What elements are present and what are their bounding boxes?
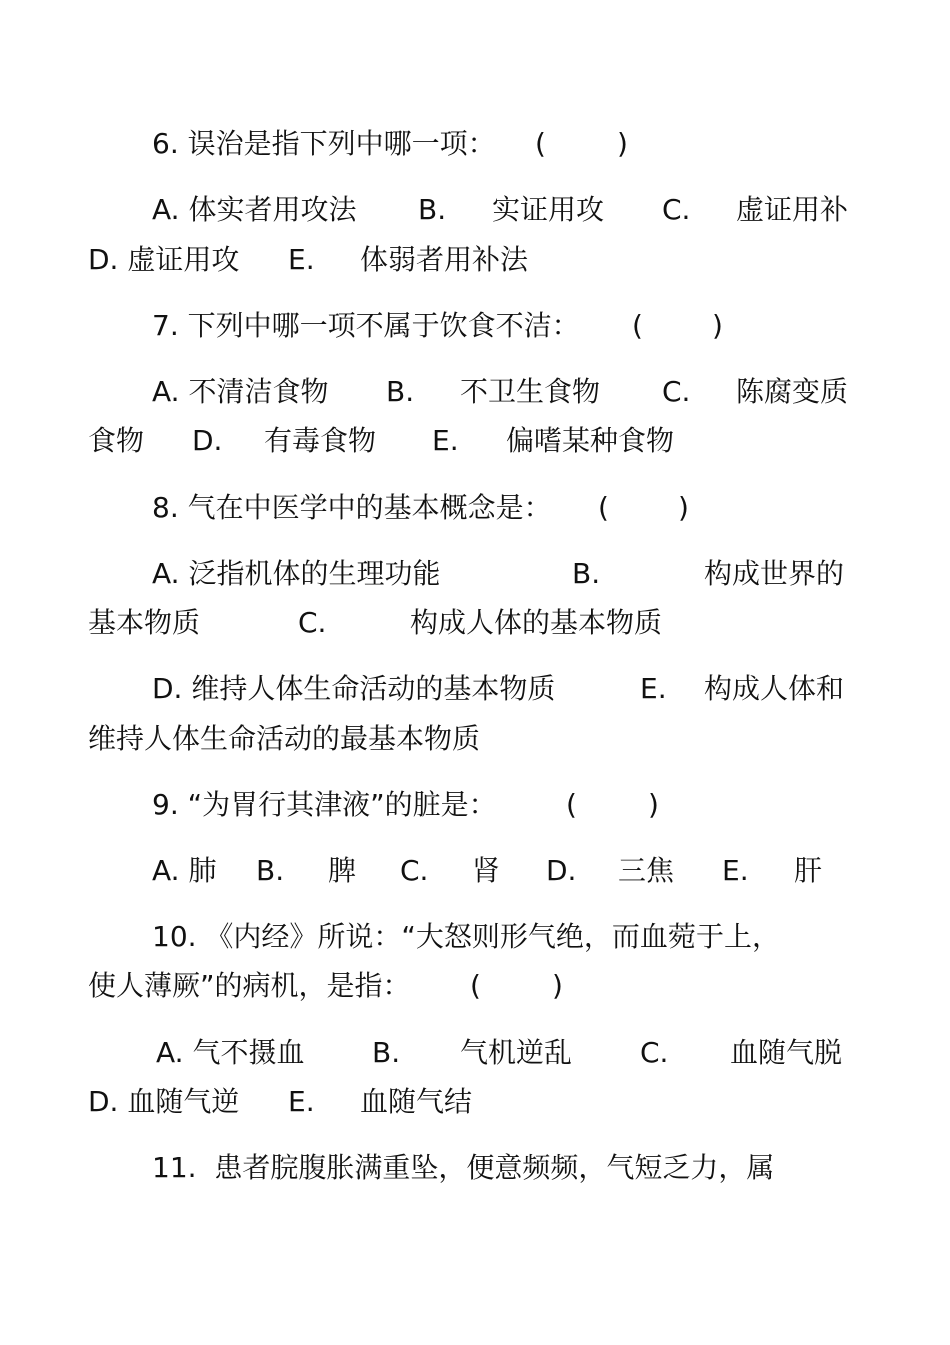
answer-bracket-open: ( xyxy=(598,491,609,524)
answer-bracket-open: ( xyxy=(470,969,481,1002)
option-e-letter: E. xyxy=(432,424,459,457)
option-d: D. 血随气逆 xyxy=(88,1085,240,1118)
question-text: 10. 《内经》所说：“大怒则形气绝，而血菀于上， xyxy=(152,920,780,953)
question-10-options-line-2 xyxy=(0,1082,950,1122)
option-d-letter: D. xyxy=(192,424,223,457)
option-b-text: 气机逆乱 xyxy=(460,1036,573,1069)
option-a: A. 气不摄血 xyxy=(156,1036,305,1069)
answer-bracket-close: ) xyxy=(678,491,689,524)
option-c-text: 血随气脱 xyxy=(730,1036,843,1069)
answer-bracket-close: ) xyxy=(648,788,659,821)
option-b-text: 不卫生食物 xyxy=(460,375,601,408)
question-7-options-line-1 xyxy=(0,372,950,412)
question-8-options-line-1 xyxy=(0,554,950,594)
answer-bracket-close: ) xyxy=(617,127,628,160)
answer-bracket-open: ( xyxy=(632,309,643,342)
option-e-letter: E. xyxy=(722,854,749,887)
question-8-options-line-3 xyxy=(0,669,950,709)
question-text: 8. 气在中医学中的基本概念是： xyxy=(152,491,552,524)
option-c-letter: C. xyxy=(400,854,429,887)
question-9-options-line-1 xyxy=(0,851,950,891)
question-8-stem xyxy=(0,488,950,528)
question-10-options-line-1 xyxy=(0,1033,950,1073)
answer-bracket-close: ) xyxy=(712,309,723,342)
option-b-letter: B. xyxy=(256,854,285,887)
question-7-options-line-2 xyxy=(0,421,950,461)
option-c-letter: C. xyxy=(662,193,691,226)
question-6-options-line-1 xyxy=(0,190,950,230)
question-text: 6. 误治是指下列中哪一项： xyxy=(152,127,496,160)
option-d-text: 三焦 xyxy=(618,854,675,887)
option-b-text: 脾 xyxy=(328,854,357,887)
option-a: A. 不清洁食物 xyxy=(152,375,329,408)
option-c-text: 构成人体的基本物质 xyxy=(410,606,663,639)
option-e-letter: E. xyxy=(640,672,667,705)
option-e-text: 体弱者用补法 xyxy=(360,243,529,276)
answer-bracket-open: ( xyxy=(535,127,546,160)
option-c-text: 陈腐变质 xyxy=(736,375,849,408)
option-e-text: 构成人体和 xyxy=(704,672,845,705)
option-e-text: 肝 xyxy=(794,854,823,887)
option-c-continued: 食物 xyxy=(88,424,145,457)
question-text: 11. 患者脘腹胀满重坠，便意频频，气短乏力，属 xyxy=(152,1151,775,1184)
option-c-letter: C. xyxy=(298,606,327,639)
question-text-continued: 使人薄厥”的病机，是指： xyxy=(88,969,411,1002)
option-a: A. 泛指机体的生理功能 xyxy=(152,557,441,590)
answer-bracket-open: ( xyxy=(566,788,577,821)
option-d-text: 有毒食物 xyxy=(264,424,377,457)
question-11-stem xyxy=(0,1148,950,1188)
question-8-options-line-4 xyxy=(0,719,950,759)
question-6-stem xyxy=(0,124,950,164)
option-c-text: 肾 xyxy=(472,854,501,887)
option-c-text: 虚证用补 xyxy=(736,193,849,226)
question-text: 9. “为胃行其津液”的脏是： xyxy=(152,788,497,821)
option-b-letter: B. xyxy=(418,193,447,226)
option-e-text: 偏嗜某种食物 xyxy=(506,424,675,457)
option-a: A. 肺 xyxy=(152,854,217,887)
option-e-letter: E. xyxy=(288,1085,315,1118)
option-d: D. 虚证用攻 xyxy=(88,243,240,276)
option-e-text: 血随气结 xyxy=(360,1085,473,1118)
answer-bracket-close: ) xyxy=(552,969,563,1002)
option-b-text: 实证用攻 xyxy=(492,193,605,226)
option-b-continued: 基本物质 xyxy=(88,606,201,639)
option-d-letter: D. xyxy=(546,854,577,887)
option-b-letter: B. xyxy=(372,1036,401,1069)
option-b-letter: B. xyxy=(572,557,601,590)
option-b-text: 构成世界的 xyxy=(704,557,845,590)
option-c-letter: C. xyxy=(640,1036,669,1069)
question-10-stem-continued xyxy=(0,966,950,1006)
option-e-letter: E. xyxy=(288,243,315,276)
option-b-letter: B. xyxy=(386,375,415,408)
option-c-letter: C. xyxy=(662,375,691,408)
question-7-stem xyxy=(0,306,950,346)
option-d: D. 维持人体生命活动的基本物质 xyxy=(152,672,556,705)
question-8-options-line-2 xyxy=(0,603,950,643)
question-text: 7. 下列中哪一项不属于饮食不洁： xyxy=(152,309,580,342)
option-e-continued: 维持人体生命活动的最基本物质 xyxy=(88,722,481,755)
question-6-options-line-2 xyxy=(0,240,950,280)
option-a: A. 体实者用攻法 xyxy=(152,193,357,226)
question-9-stem xyxy=(0,785,950,825)
question-10-stem xyxy=(0,917,950,957)
